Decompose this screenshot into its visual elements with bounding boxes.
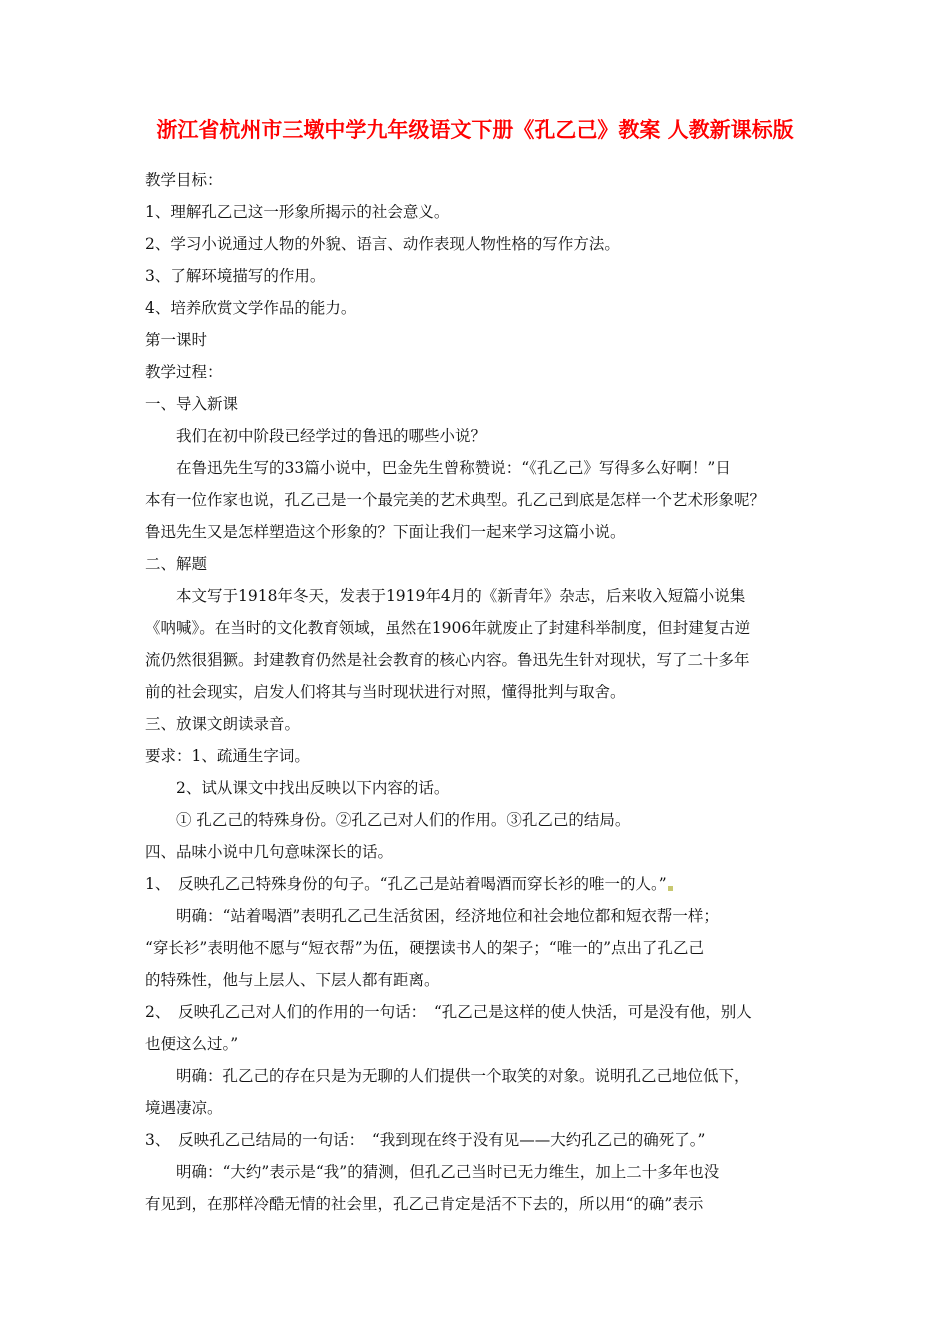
paragraph-line: 本文写于1918年冬天，发表于1919年4月的《新青年》杂志，后来收入短篇小说集: [176, 587, 746, 605]
document-body: [145, 164, 810, 1220]
paragraph-line: 我们在初中阶段已经学过的鲁迅的哪些小说？: [176, 427, 487, 445]
paragraph-line: 前的社会现实，启发人们将其与当时现状进行对照，懂得批判与取舍。: [145, 683, 626, 701]
paragraph-line: 明确：“大约”表示是“我”的猜测，但孔乙己当时已无力维生，加上二十多年也没: [176, 1163, 720, 1181]
paragraph-line: 《呐喊》。在当时的文化教育领域，虽然在1906年就废止了封建科举制度，但封建复古逆: [145, 619, 751, 637]
document-title: 浙江省杭州市三墩中学九年级语文下册《孔乙己》教案 人教新课标版: [156, 118, 794, 142]
step-heading-2: 二、解题: [145, 555, 208, 573]
paragraph-line: 流仍然很猖獗。封建教育仍然是社会教育的核心内容。鲁迅先生针对现状，写了二十多年: [145, 651, 750, 669]
quote-item-3: 3、 反映孔乙己结局的一句话： “我到现在终于没有见——大约孔乙己的确死了。”: [145, 1131, 706, 1149]
paragraph-line: 在鲁迅先生写的33篇小说中，巴金先生曾称赞说：“《孔乙己》写得多么好啊！”日: [176, 459, 731, 477]
objective-item-3: 3、了解环境描写的作用。: [145, 267, 326, 285]
requirement-line: ① 孔乙己的特殊身份。②孔乙己对人们的作用。③孔乙己的结局。: [176, 811, 631, 829]
step-heading-3: 三、放课文朗读录音。: [145, 715, 301, 733]
paragraph-line: 鲁迅先生又是怎样塑造这个形象的？下面让我们一起来学习这篇小说。: [145, 523, 626, 541]
quote-item-2: 2、 反映孔乙己对人们的作用的一句话： “孔乙己是这样的使人快活，可是没有他，别人: [145, 1003, 752, 1021]
paragraph-line: 也便这么过。”: [145, 1035, 239, 1053]
paragraph-line: 明确：“站着喝酒”表明孔乙己生活贫困，经济地位和社会地位都和短衣帮一样；: [176, 907, 719, 925]
paragraph-line: 境遇凄凉。: [145, 1099, 223, 1117]
section-heading-process: 教学过程：: [145, 363, 223, 381]
lesson-period-heading: 第一课时: [145, 331, 208, 349]
annotation-mark: [668, 886, 673, 891]
paragraph-line: “穿长衫”表明他不愿与“短衣帮”为伍，硬摆读书人的架子；“唯一的”点出了孔乙己: [145, 939, 705, 957]
objective-item-4: 4、培养欣赏文学作品的能力。: [145, 299, 357, 317]
quote-item-1-text: 1、 反映孔乙己特殊身份的句子。“孔乙己是站着喝酒而穿长衫的唯一的人。”: [145, 875, 667, 893]
step-heading-1: 一、导入新课: [145, 395, 239, 413]
requirement-line: 2、试从课文中找出反映以下内容的话。: [176, 779, 450, 797]
requirement-line: 要求：1、疏通生字词。: [145, 747, 310, 765]
objective-item-2: 2、学习小说通过人物的外貌、语言、动作表现人物性格的写作方法。: [145, 235, 620, 253]
paragraph-line: 明确：孔乙己的存在只是为无聊的人们提供一个取笑的对象。说明孔乙己地位低下，: [176, 1067, 750, 1085]
step-heading-4: 四、品味小说中几句意味深长的话。: [145, 843, 394, 861]
section-heading-objectives: 教学目标：: [145, 171, 223, 189]
paragraph-line: 本有一位作家也说，孔乙己是一个最完美的艺术典型。孔乙己到底是怎样一个艺术形象呢？: [145, 491, 766, 509]
paragraph-line: 的特殊性，他与上层人、下层人都有距离。: [145, 971, 440, 989]
quote-item-1: [145, 868, 810, 900]
objective-item-1: 1、理解孔乙己这一形象所揭示的社会意义。: [145, 203, 450, 221]
paragraph-line: 有见到，在那样冷酷无情的社会里，孔乙己肯定是活不下去的，所以用“的确”表示: [145, 1195, 704, 1213]
